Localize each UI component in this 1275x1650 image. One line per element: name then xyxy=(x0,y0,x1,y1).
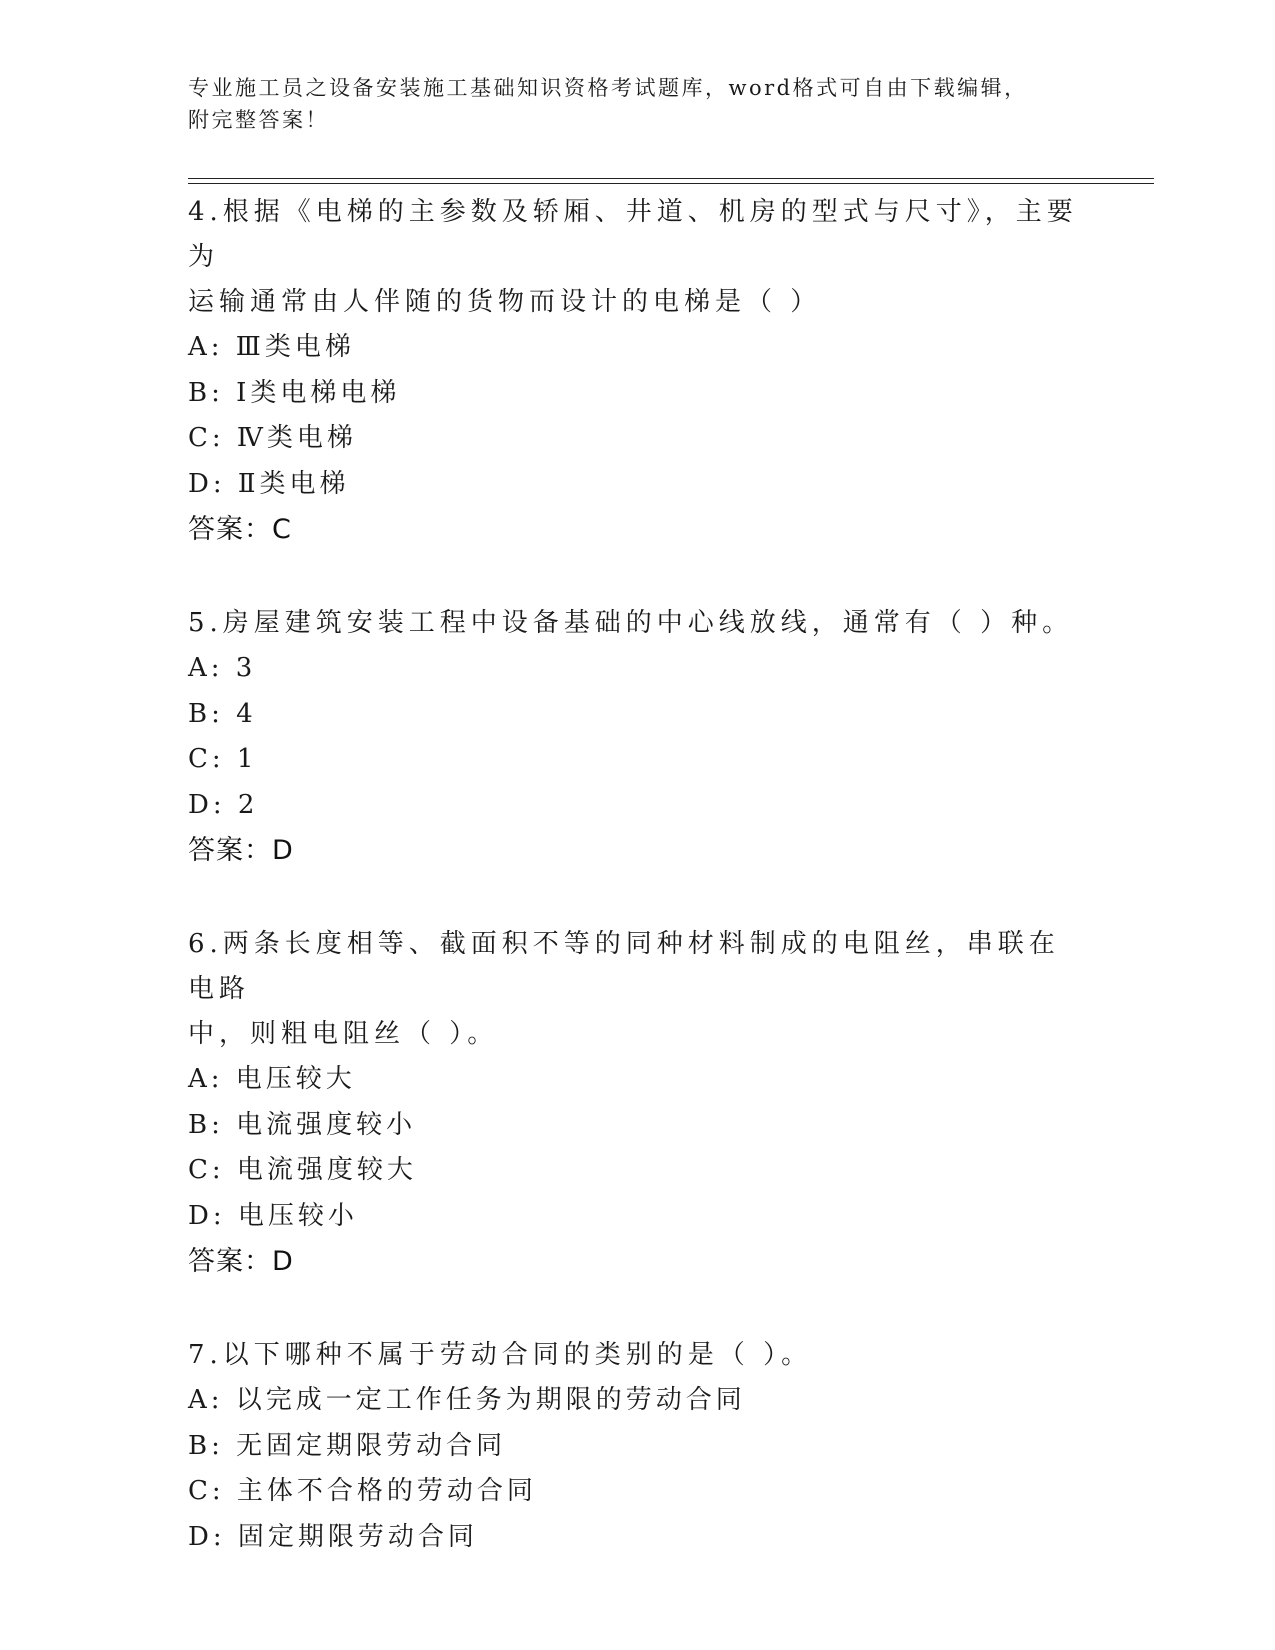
option-d: D: Ⅱ类电梯 xyxy=(188,468,350,499)
answer: 答案：C xyxy=(188,514,292,545)
option-a: A: 以完成一定工作任务为期限的劳动合同 xyxy=(188,1385,746,1415)
header-line-1: 专业施工员之设备安装施工基础知识资格考试题库，word格式可自由下载编辑， xyxy=(188,76,1028,100)
option-c: C: 1 xyxy=(188,744,258,774)
question-stem-line: 运输通常由人伴随的货物而设计的电梯是（ ） xyxy=(188,287,822,317)
option-a: A: 3 xyxy=(188,653,257,683)
question-stem-line: 4.根据《电梯的主参数及轿厢、井道、机房的型式与尺寸》，主要为 xyxy=(188,197,1078,272)
option-d: D: 电压较小 xyxy=(188,1200,358,1231)
answer: 答案：D xyxy=(188,835,294,866)
header-divider-bottom xyxy=(188,183,1154,184)
answer: 答案：D xyxy=(188,1246,294,1277)
option-c: C: 电流强度较大 xyxy=(188,1155,417,1185)
option-c: C: Ⅳ类电梯 xyxy=(188,423,357,453)
question-stem-line: 6.两条长度相等、截面积不等的同种材料制成的电阻丝，串联在电路 xyxy=(188,929,1060,1004)
question-7 xyxy=(188,1333,1088,1560)
question-stem-line: 中，则粗电阻丝（ ）。 xyxy=(188,1019,499,1049)
option-d: D: 固定期限劳动合同 xyxy=(188,1521,478,1552)
option-a: A: 电压较大 xyxy=(188,1064,356,1094)
question-5 xyxy=(188,601,1088,873)
question-6 xyxy=(188,922,1088,1284)
question-stem-line: 7.以下哪种不属于劳动合同的类别的是（ ）。 xyxy=(188,1340,813,1370)
option-b: B: Ⅰ类电梯电梯 xyxy=(188,377,401,408)
option-b: B: 无固定期限劳动合同 xyxy=(188,1430,507,1461)
option-b: B: 电流强度较小 xyxy=(188,1109,417,1140)
option-b: B: 4 xyxy=(188,698,257,729)
header-line-2: 附完整答案！ xyxy=(188,108,329,132)
header-divider-top xyxy=(188,178,1154,179)
document-header xyxy=(188,72,1068,136)
option-d: D: 2 xyxy=(188,789,259,820)
question-stem-line: 5.房屋建筑安装工程中设备基础的中心线放线，通常有（ ）种。 xyxy=(188,608,1074,638)
question-list xyxy=(188,190,1088,1609)
option-a: A: Ⅲ类电梯 xyxy=(188,332,355,362)
option-c: C: 主体不合格的劳动合同 xyxy=(188,1476,537,1506)
question-4 xyxy=(188,190,1088,552)
